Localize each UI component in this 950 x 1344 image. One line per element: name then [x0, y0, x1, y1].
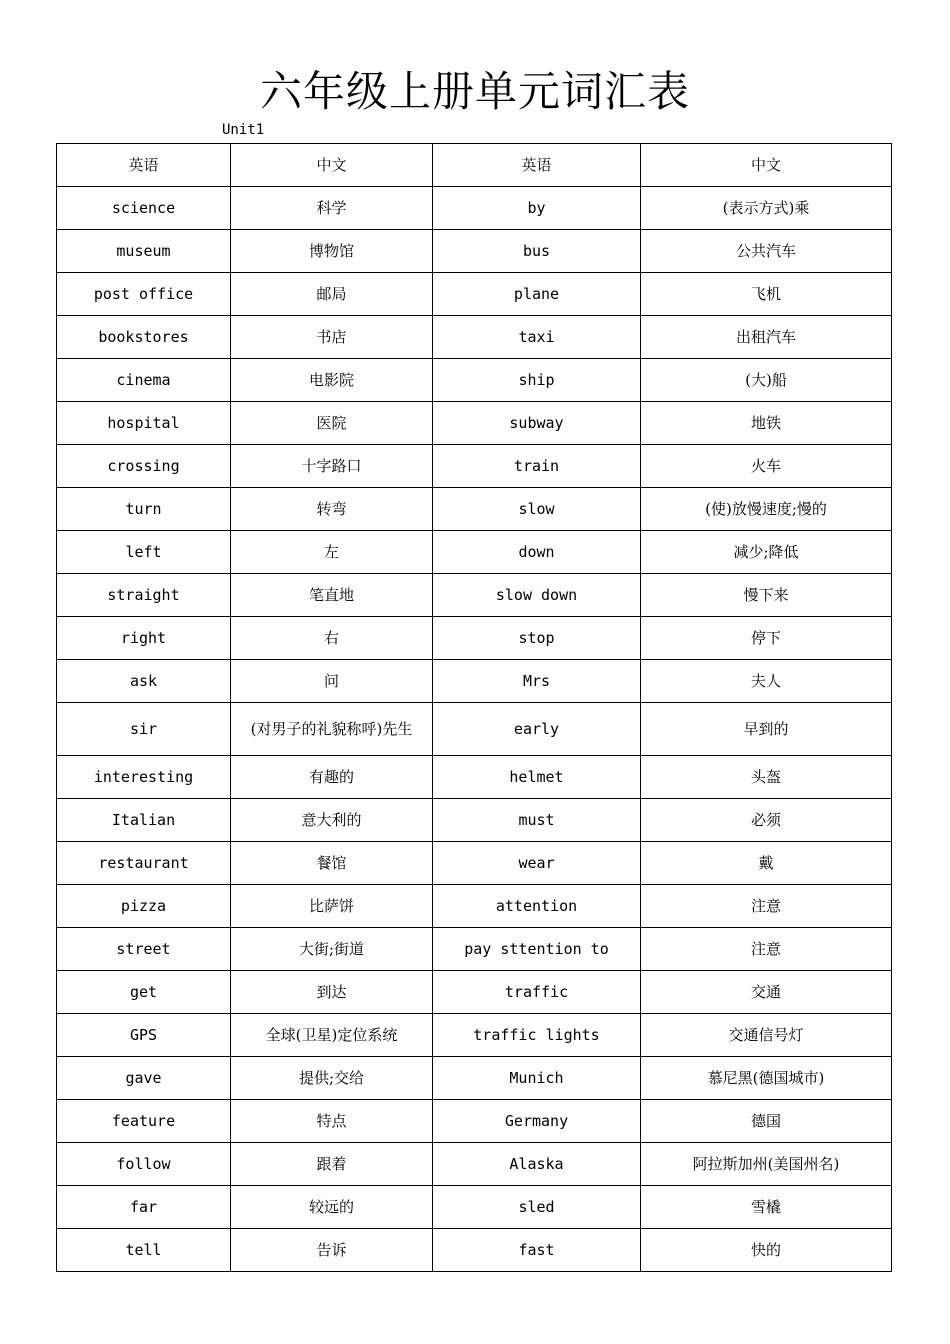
header-chinese-1: 中文 — [231, 144, 433, 187]
english-word-2: taxi — [433, 316, 641, 359]
english-word-2: Alaska — [433, 1143, 641, 1186]
chinese-meaning-2: 出租汽车 — [641, 316, 892, 359]
table-row — [57, 445, 892, 488]
chinese-meaning-1: 电影院 — [231, 359, 433, 402]
table-row — [57, 1143, 892, 1186]
english-word-2: stop — [433, 617, 641, 660]
chinese-meaning-1: 书店 — [231, 316, 433, 359]
chinese-meaning-1: 邮局 — [231, 273, 433, 316]
english-word-1: get — [57, 971, 231, 1014]
chinese-meaning-2: 注意 — [641, 885, 892, 928]
chinese-meaning-2: 早到的 — [641, 703, 892, 756]
english-word-1: bookstores — [57, 316, 231, 359]
table-row — [57, 1186, 892, 1229]
chinese-meaning-1: 意大利的 — [231, 799, 433, 842]
table-row — [57, 928, 892, 971]
english-word-1: Italian — [57, 799, 231, 842]
chinese-meaning-1: 右 — [231, 617, 433, 660]
english-word-2: train — [433, 445, 641, 488]
table-row — [57, 488, 892, 531]
english-word-1: follow — [57, 1143, 231, 1186]
chinese-meaning-1: 转弯 — [231, 488, 433, 531]
chinese-meaning-2: 慕尼黑(德国城市) — [641, 1057, 892, 1100]
chinese-meaning-2: (使)放慢速度;慢的 — [641, 488, 892, 531]
table-row — [57, 756, 892, 799]
english-word-1: post office — [57, 273, 231, 316]
english-word-2: traffic — [433, 971, 641, 1014]
chinese-meaning-2: 交通 — [641, 971, 892, 1014]
table-row — [57, 1100, 892, 1143]
table-row — [57, 971, 892, 1014]
chinese-meaning-1: 博物馆 — [231, 230, 433, 273]
table-row — [57, 1229, 892, 1272]
english-word-2: bus — [433, 230, 641, 273]
english-word-1: science — [57, 187, 231, 230]
english-word-1: sir — [57, 703, 231, 756]
chinese-meaning-2: 火车 — [641, 445, 892, 488]
chinese-meaning-1: 比萨饼 — [231, 885, 433, 928]
english-word-2: traffic lights — [433, 1014, 641, 1057]
table-row — [57, 359, 892, 402]
chinese-meaning-1: 较远的 — [231, 1186, 433, 1229]
english-word-2: helmet — [433, 756, 641, 799]
chinese-meaning-1: 十字路口 — [231, 445, 433, 488]
english-word-1: pizza — [57, 885, 231, 928]
header-english-2: 英语 — [433, 144, 641, 187]
table-row — [57, 617, 892, 660]
english-word-2: pay sttention to — [433, 928, 641, 971]
english-word-1: tell — [57, 1229, 231, 1272]
english-word-1: restaurant — [57, 842, 231, 885]
english-word-1: interesting — [57, 756, 231, 799]
vocabulary-table — [56, 143, 892, 1272]
chinese-meaning-1: 科学 — [231, 187, 433, 230]
english-word-1: ask — [57, 660, 231, 703]
english-word-1: left — [57, 531, 231, 574]
english-word-2: Mrs — [433, 660, 641, 703]
chinese-meaning-2: 夫人 — [641, 660, 892, 703]
chinese-meaning-1: 医院 — [231, 402, 433, 445]
table-row — [57, 799, 892, 842]
english-word-1: street — [57, 928, 231, 971]
chinese-meaning-1: 提供;交给 — [231, 1057, 433, 1100]
english-word-2: wear — [433, 842, 641, 885]
chinese-meaning-1: 问 — [231, 660, 433, 703]
english-word-2: slow down — [433, 574, 641, 617]
chinese-meaning-2: 德国 — [641, 1100, 892, 1143]
english-word-1: gave — [57, 1057, 231, 1100]
chinese-meaning-1: 特点 — [231, 1100, 433, 1143]
chinese-meaning-1: (对男子的礼貌称呼)先生 — [231, 703, 433, 756]
table-row — [57, 885, 892, 928]
chinese-meaning-1: 笔直地 — [231, 574, 433, 617]
english-word-1: crossing — [57, 445, 231, 488]
english-word-2: must — [433, 799, 641, 842]
english-word-1: cinema — [57, 359, 231, 402]
table-row — [57, 316, 892, 359]
chinese-meaning-2: 注意 — [641, 928, 892, 971]
english-word-2: plane — [433, 273, 641, 316]
table-row — [57, 531, 892, 574]
chinese-meaning-1: 全球(卫星)定位系统 — [231, 1014, 433, 1057]
header-english-1: 英语 — [57, 144, 231, 187]
chinese-meaning-2: 戴 — [641, 842, 892, 885]
table-row — [57, 402, 892, 445]
chinese-meaning-2: 雪橇 — [641, 1186, 892, 1229]
table-row — [57, 1014, 892, 1057]
chinese-meaning-1: 有趣的 — [231, 756, 433, 799]
chinese-meaning-2: 必须 — [641, 799, 892, 842]
chinese-meaning-2: 停下 — [641, 617, 892, 660]
table-row — [57, 1057, 892, 1100]
header-chinese-2: 中文 — [641, 144, 892, 187]
english-word-2: down — [433, 531, 641, 574]
chinese-meaning-2: (大)船 — [641, 359, 892, 402]
table-header-row — [57, 144, 892, 187]
table-row — [57, 187, 892, 230]
chinese-meaning-2: 飞机 — [641, 273, 892, 316]
english-word-1: far — [57, 1186, 231, 1229]
chinese-meaning-1: 餐馆 — [231, 842, 433, 885]
chinese-meaning-2: 慢下来 — [641, 574, 892, 617]
english-word-2: early — [433, 703, 641, 756]
english-word-2: by — [433, 187, 641, 230]
english-word-2: slow — [433, 488, 641, 531]
chinese-meaning-2: 阿拉斯加州(美国州名) — [641, 1143, 892, 1186]
chinese-meaning-1: 左 — [231, 531, 433, 574]
table-row — [57, 660, 892, 703]
english-word-2: fast — [433, 1229, 641, 1272]
table-row — [57, 273, 892, 316]
english-word-1: museum — [57, 230, 231, 273]
chinese-meaning-2: 头盔 — [641, 756, 892, 799]
english-word-1: right — [57, 617, 231, 660]
table-row — [57, 230, 892, 273]
chinese-meaning-1: 跟着 — [231, 1143, 433, 1186]
chinese-meaning-1: 大街;街道 — [231, 928, 433, 971]
english-word-2: subway — [433, 402, 641, 445]
table-row — [57, 842, 892, 885]
english-word-1: hospital — [57, 402, 231, 445]
english-word-1: straight — [57, 574, 231, 617]
english-word-2: ship — [433, 359, 641, 402]
table-row — [57, 574, 892, 617]
vocabulary-table-body — [57, 144, 892, 1272]
chinese-meaning-2: 快的 — [641, 1229, 892, 1272]
english-word-1: feature — [57, 1100, 231, 1143]
chinese-meaning-2: 公共汽车 — [641, 230, 892, 273]
chinese-meaning-2: 交通信号灯 — [641, 1014, 892, 1057]
english-word-2: attention — [433, 885, 641, 928]
chinese-meaning-2: (表示方式)乘 — [641, 187, 892, 230]
unit-label: Unit1 — [222, 122, 265, 138]
english-word-1: turn — [57, 488, 231, 531]
english-word-2: Germany — [433, 1100, 641, 1143]
english-word-1: GPS — [57, 1014, 231, 1057]
english-word-2: sled — [433, 1186, 641, 1229]
table-row — [57, 703, 892, 756]
chinese-meaning-2: 减少;降低 — [641, 531, 892, 574]
english-word-2: Munich — [433, 1057, 641, 1100]
page-title: 六年级上册单元词汇表 — [259, 67, 690, 116]
chinese-meaning-1: 告诉 — [231, 1229, 433, 1272]
chinese-meaning-2: 地铁 — [641, 402, 892, 445]
chinese-meaning-1: 到达 — [231, 971, 433, 1014]
